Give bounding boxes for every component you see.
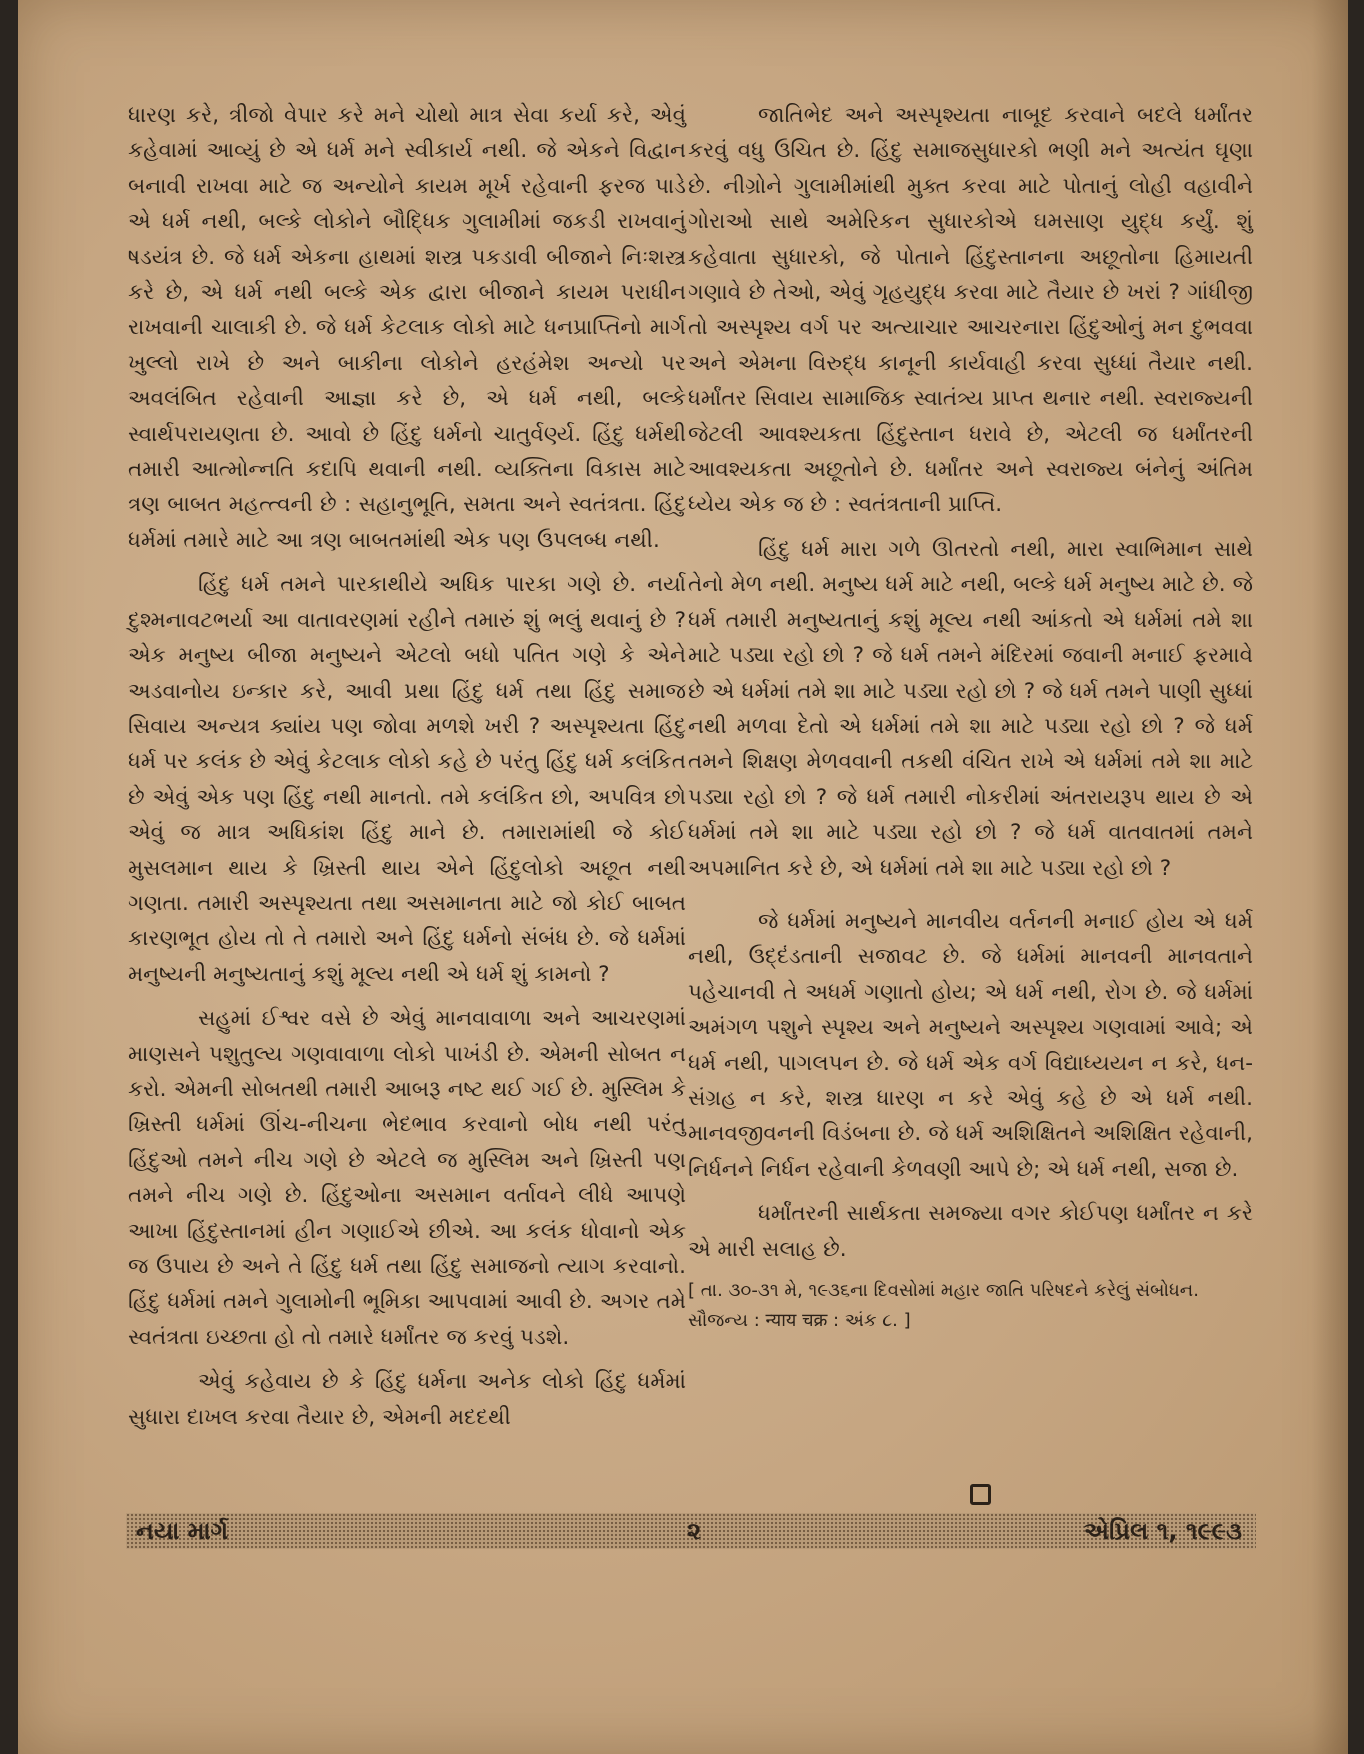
left-column [128,98,686,1444]
magazine-page [18,0,1348,1754]
end-of-article-icon [970,1484,991,1505]
page-edge-shadow [1312,0,1348,1754]
paragraph: સહુમાં ઈશ્વર વસે છે એવું માનવાવાળા અને આચરણમાં માણસને પશુતુલ્ય ગણવાવાળા લોકો પાખંડી છે. એમની સોબત ન કરો. એમની સોબતથી તમારી આબરૂ નષ્ટ થઈ ગઈ છે. મુસ્લિમ કે ખ્રિસ્તી ધર્મમાં ઊંચ-નીચના ભેદભાવ કરવાનો બોધ નથી પરંતુ હિંદુઓ તમને નીચ ગણે છે એટલે જ મુસ્લિમ અને ખ્રિસ્તી પણ તમને નીચ ગણે છે. હિંદુઓના અસમાન વર્તાવને લીધે આપણે આખા હિંદુસ્તાનમાં હીન ગણાઈએ છીએ. આ કલંક ધોવાનો એક જ ઉપાય છે અને તે હિંદુ ધર્મ તથા હિંદુ સમાજનો ત્યાગ કરવાનો. હિંદુ ધર્મમાં તમને ગુલામોની ભૂમિકા આપવામાં આવી છે. અગર તમે સ્વતંત્રતા ઇચ્છતા હો તો તમારે ધર્માંતર જ કરવું પડશે. [128,1006,686,1350]
paragraph: જે ધર્મમાં મનુષ્યને માનવીય વર્તનની મનાઈ હોય એ ધર્મ નથી, ઉદ્દંડતાની સજાવટ છે. જે ધર્મમાં માનવની માનવતાને પહેચાનવી તે અધર્મ ગણાતો હોય; એ ધર્મ નથી, રોગ છે. જે ધર્મમાં અમંગળ પશુને સ્પૃશ્ય અને મનુષ્યને અસ્પૃશ્ય ગણવામાં આવે; એ ધર્મ નથી, પાગલપન છે. જે ધર્મ એક વર્ગ વિદ્યાધ્યયન ન કરે, ધન-સંગ્રહ ન કરે, શસ્ત્ર ધારણ ન કરે એવું કહે છે એ ધર્મ નથી. માનવજીવનની વિડંબના છે. જે ધર્મ અશિક્ષિતને અશિક્ષિત રહેવાની, નિર્ધનને નિર્ધન રહેવાની કેળવણી આપે છે; એ ધર્મ નથી, સજા છે. [688,908,1253,1182]
source-note: [ તા. ૩૦-૩૧ મે, ૧૯૩૬ના દિવસોમાં મહાર જાતિ પરિષદને કરેલું સંબોધન. સૌજન્ય : न्याय चक्र : અંક ૮. ] [688,1280,1199,1331]
paragraph: ધારણ કરે, ત્રીજો વેપાર કરે મને ચોથો માત્ર સેવા કર્યા કરે, એવું કહેવામાં આવ્યું છે એ ધર્મ મને સ્વીકાર્ય નથી. જે એકને વિદ્વાન બનાવી રાખવા માટે જ અન્યોને કાયમ મૂર્ખ રહેવાની ફરજ પાડે એ ધર્મ નથી, બલ્કે લોકોને બૌદ્ધિક ગુલામીમાં જકડી રાખવાનું ષડયંત્ર છે. જે ધર્મ એકના હાથમાં શસ્ત્ર પકડાવી બીજાને નિઃશસ્ત્ર કરે છે, એ ધર્મ નથી બલ્કે એક દ્વારા બીજાને કાયમ પરાધીન રાખવાની ચાલાકી છે. જે ધર્મ કેટલાક લોકો માટે ધનપ્રાપ્તિનો માર્ગ ખુલ્લો રાખે છે અને બાકીના લોકોને હરહંમેશ અન્યો પર અવલંબિત રહેવાની આજ્ઞા કરે છે, એ ધર્મ નથી, બલ્કે સ્વાર્થપરાયણતા છે. આવો છે હિંદુ ધર્મનો ચાતુર્વર્ણ્ય. હિંદુ ધર્મથી તમારી આત્મોન્નતિ કદાપિ થવાની નથી. વ્યક્તિના વિકાસ માટે ત્રણ બાબત મહત્ત્વની છે : સહાનુભૂતિ, સમતા અને સ્વતંત્રતા. હિંદુ ધર્મમાં તમારે માટે આ ત્રણ બાબતમાંથી એક પણ ઉપલબ્ધ નથી. [128,103,686,553]
paragraph: હિંદુ ધર્મ તમને પારકાથીયે અધિક પારકા ગણે છે. નર્યા દુશ્મનાવટભર્યા આ વાતાવરણમાં રહીને તમારું શું ભલું થવાનું છે ? એક મનુષ્ય બીજા મનુષ્યને એટલો બધો પતિત ગણે કે એને અડવાનોય ઇન્કાર કરે, આવી પ્રથા હિંદુ ધર્મ તથા હિંદુ સમાજ સિવાય અન્યત્ર ક્યાંય પણ જોવા મળશે ખરી ? અસ્પૃશ્યતા હિંદુ ધર્મ પર કલંક છે એવું કેટલાક લોકો કહે છે પરંતુ હિંદુ ધર્મ કલંકિત છે એવું એક પણ હિંદુ નથી માનતો. તમે કલંકિત છો, અપવિત્ર છો એવું જ માત્ર અધિકાંશ હિંદુ માને છે. તમારામાંથી જે કોઈ મુસલમાન થાય કે ખ્રિસ્તી થાય એને હિંદુલોકો અછૂત નથી ગણતા. તમારી અસ્પૃશ્યતા તથા અસમાનતા માટે જો કોઈ બાબત કારણભૂત હોય તો તે તમારો અને હિંદુ ધર્મનો સંબંધ છે. જે ધર્મમાં મનુષ્યની મનુષ્યતાનું કશું મૂલ્ય નથી એ ધર્મ શું કામનો ? [128,572,686,987]
paragraph: હિંદુ ધર્મ મારા ગળે ઊતરતો નથી, મારા સ્વાભિમાન સાથે તેનો મેળ નથી. મનુષ્ય ધર્મ માટે નથી, બલ્કે ધર્મ મનુષ્ય માટે છે. જે ધર્મ તમારી મનુષ્યતાનું કશું મૂલ્ય નથી આંકતો એ ધર્મમાં તમે શા માટે પડ્યા રહો છો ? જે ધર્મ તમને મંદિરમાં જવાની મનાઈ ફરમાવે છે એ ધર્મમાં તમે શા માટે પડ્યા રહો છો ? જે ધર્મ તમને પાણી સુધ્ધાં નથી મળવા દેતો એ ધર્મમાં તમે શા માટે પડ્યા રહો છો ? જે ધર્મ તમને શિક્ષણ મેળવવાની તકથી વંચિત રાખે એ ધર્મમાં તમે શા માટે પડ્યા રહો છો ? જે ધર્મ તમારી નોકરીમાં અંતરાયરૂપ થાય છે એ ધર્મમાં તમે શા માટે પડ્યા રહો છો ? જે ધર્મ વાતવાતમાં તમને અપમાનિત કરે છે, એ ધર્મમાં તમે શા માટે પડ્યા રહો છો ? [688,536,1253,881]
paragraph: જાતિભેદ અને અસ્પૃશ્યતા નાબૂદ કરવાને બદલે ધર્માંતર કરવું વધુ ઉચિત છે. હિંદુ સમાજસુધારકો ભણી મને અત્યંત ઘૃણા છે. નીગ્રોને ગુલામીમાંથી મુક્ત કરવા માટે પોતાનું લોહી વહાવીને ગોરાઓ સાથે અમેરિકન સુધારકોએ ઘમસાણ યુદ્ધ કર્યું. શું કહેવાતા સુધારકો, જે પોતાને હિંદુસ્તાનના અછૂતોના હિમાયતી ગણાવે છે તેઓ, એવું ગૃહયુદ્ધ કરવા માટે તૈયાર છે ખરાં ? ગાંધીજી તો અસ્પૃશ્ય વર્ગ પર અત્યાચાર આચરનારા હિંદુઓનું મન દુભવવા અને એમના વિરુદ્ધ કાનૂની કાર્યવાહી કરવા સુધ્ધાં તૈયાર નથી. ધર્માંતર સિવાય સામાજિક સ્વાતંત્ર્ય પ્રાપ્ત થનાર નથી. સ્વરાજ્યની જેટલી આવશ્યકતા હિંદુસ્તાન ધરાવે છે, એટલી જ ધર્માંતરની આવશ્યકતા અછૂતોને છે. ધર્માંતર અને સ્વરાજ્ય બંનેનું અંતિમ ધ્યેય એક જ છે : સ્વતંત્રતાની પ્રાપ્તિ. [688,103,1253,518]
publication-name: નયા માર્ગ [136,1517,229,1545]
page-number: ૨ [687,1517,702,1545]
paragraph: એવું કહેવાય છે કે હિંદુ ધર્મના અનેક લોકો હિંદુ ધર્મમાં સુધારા દાખલ કરવા તૈયાર છે, એમની મદદથી [128,1369,686,1430]
paragraph: ધર્માંતરની સાર્થકતા સમજ્યા વગર કોઈપણ ધર્માંતર ન કરે એ મારી સલાહ છે. [688,1201,1253,1262]
issue-date: એપ્રિલ ૧, ૧૯૯૩ [1083,1517,1242,1545]
page-footer [126,1513,1256,1549]
right-column [688,98,1253,1345]
